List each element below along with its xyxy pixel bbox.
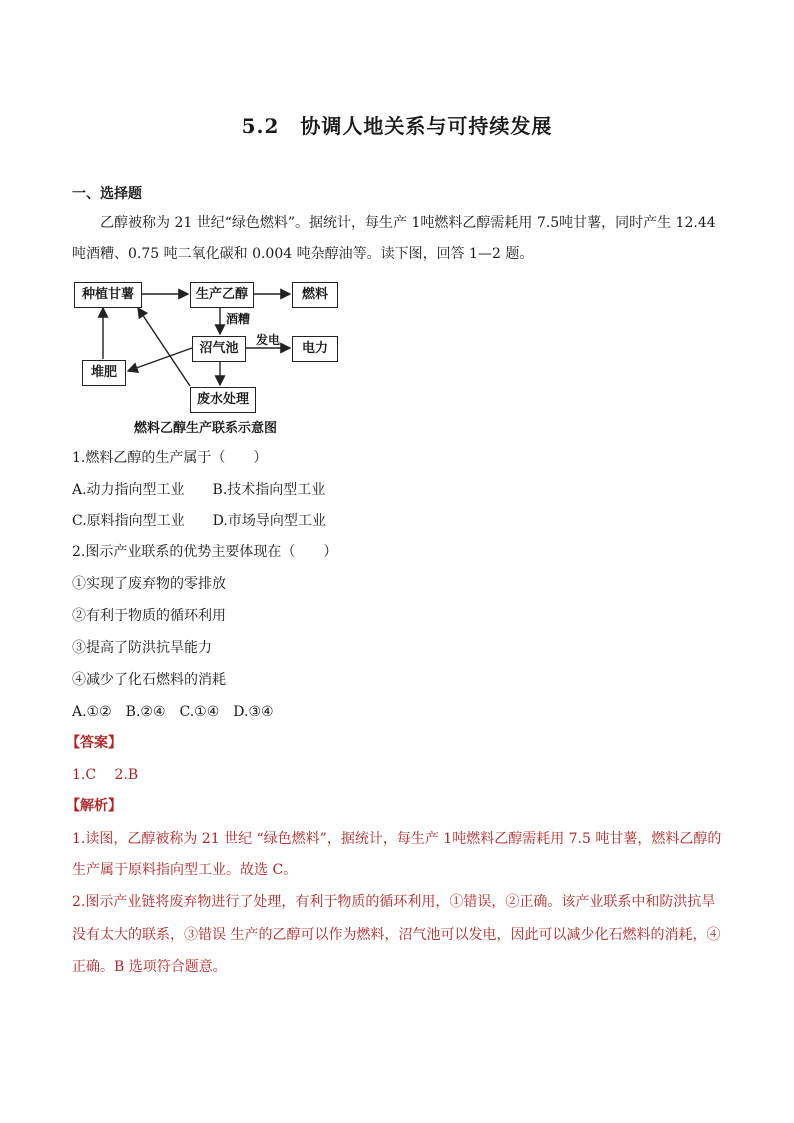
q2-statement-2: ②有利于物质的循环利用 xyxy=(72,608,226,624)
ethanol-production-diagram xyxy=(72,275,352,440)
box-wastewater-treatment: 废水处理 xyxy=(190,387,256,413)
label-lees: 酒糟 xyxy=(226,312,251,326)
q2-stem: 2.图示产业联系的优势主要体现在（ ） xyxy=(72,544,338,560)
q1-stem: 1.燃料乙醇的生产属于（ ） xyxy=(72,450,268,466)
analysis-p2-line-1: 2.图示产业链将废弃物进行了处理，有利于物质的循环利用，①错误，②正确。该产业联系中和防洪抗旱 xyxy=(72,894,716,910)
arrow-wastewater-to-plant xyxy=(138,308,190,386)
q2-statement-3: ③提高了防洪抗旱能力 xyxy=(72,640,212,656)
analysis-heading: 【解析】 xyxy=(66,798,122,814)
box-compost: 堆肥 xyxy=(82,360,126,386)
arrow-biogas-to-compost xyxy=(128,348,192,371)
page-title: 5.2 协调人地关系与可持续发展 xyxy=(241,114,553,138)
answer-text: 1.C 2.B xyxy=(72,767,139,783)
box-produce-ethanol: 生产乙醇 xyxy=(190,282,254,308)
intro-line-2: 吨酒糟、0.75 吨二氧化碳和 0.004 吨杂醇油等。读下图，回答 1—2 题。 xyxy=(72,246,534,262)
intro-line-1: 乙醇被称为 21 世纪“绿色燃料”。据统计，每生产 1吨燃料乙醇需耗用 7.5吨甘薯，同时产生 12.44 xyxy=(100,215,716,231)
box-power: 电力 xyxy=(292,336,338,362)
q2-statement-1: ①实现了废弃物的零排放 xyxy=(72,576,226,592)
q2-choices: A.①② B.②④ C.①④ D.③④ xyxy=(72,704,274,720)
q1-options-row-1: A.动力指向型工业 B.技术指向型工业 xyxy=(72,482,326,498)
q2-statement-4: ④减少了化石燃料的消耗 xyxy=(72,672,226,688)
analysis-p2-line-3: 正确。B 选项符合题意。 xyxy=(72,959,227,975)
section-heading: 一、选择题 xyxy=(72,186,142,202)
analysis-p2-line-2: 没有太大的联系，③错误 生产的乙醇可以作为燃料，沼气池可以发电，因此可以减少化石燃料的消耗，④ xyxy=(72,927,721,943)
box-biogas-pit: 沼气池 xyxy=(192,336,246,362)
box-plant-sweet-potato: 种植甘薯 xyxy=(74,282,142,308)
answer-heading: 【答案】 xyxy=(66,735,122,751)
q1-options-row-2: C.原料指向型工业 D.市场导向型工业 xyxy=(72,513,326,529)
diagram-caption: 燃料乙醇生产联系示意图 xyxy=(134,421,278,436)
label-generate-power: 发电 xyxy=(256,333,281,347)
analysis-p1-line-1: 1.读图，乙醇被称为 21 世纪 “绿色燃料”，据统计，每生产 1吨燃料乙醇需耗用 7.5 吨甘薯，燃料乙醇的 xyxy=(72,831,722,847)
analysis-p1-line-2: 生产属于原料指向型工业。故选 C。 xyxy=(72,862,298,878)
box-fuel: 燃料 xyxy=(292,282,338,308)
